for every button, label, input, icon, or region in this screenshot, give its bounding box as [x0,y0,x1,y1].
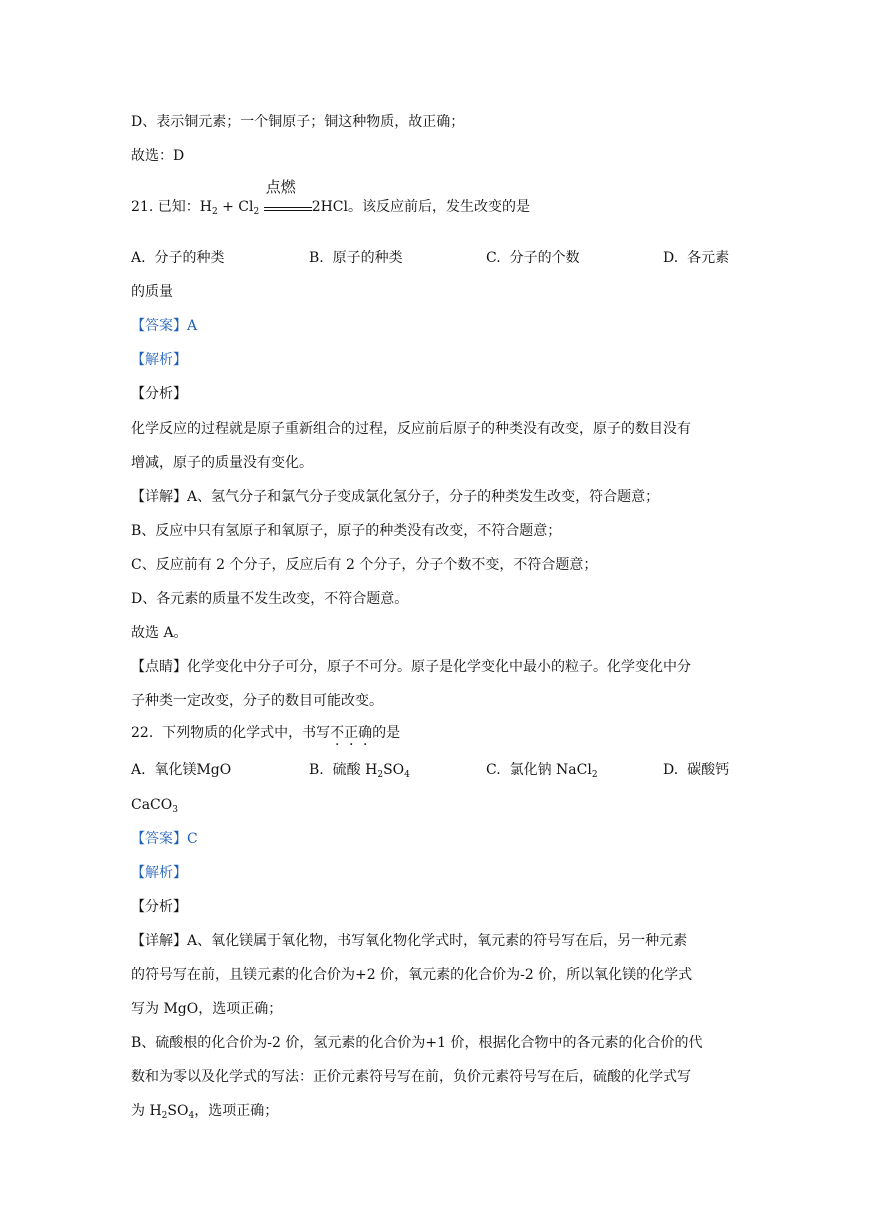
q21-detail-a: 【详解】A、氢气分子和氯气分子变成氯化氢分子，分子的种类发生改变，符合题意； [131,489,660,505]
q21-detail-c: C、反应前有 2 个分子，反应后有 2 个分子，分子个数不变，不符合题意； [131,557,598,573]
q21-detail-b: B、反应中只有氢原子和氧原子，原子的种类没有改变，不符合题意； [131,523,562,539]
option-letter: A. [131,762,146,778]
option-letter: B. [309,762,324,778]
q21-number: 21. [131,199,154,215]
emphasis-char: 确 [358,725,373,741]
q22-number: 22. [131,725,154,741]
q22-detail-a-line-2: 的符号写在前，且镁元素的化合价为+2 价，氧元素的化合价为-2 价，所以氧化镁的化学式 [131,967,693,983]
reaction-line-bottom [264,210,312,211]
q22-jiexi-heading: 【解析】 [131,865,187,881]
q22-option-a [131,760,231,780]
formula-subscript: 3 [172,805,178,815]
option-name: 碳酸钙 [687,762,730,778]
reaction-line-top [264,207,312,208]
q21-fenxi-heading: 【分析】 [131,386,187,402]
q21-option-a [131,248,224,268]
option-text: 分子的个数 [509,250,580,266]
line-tail: ，选项正确； [194,1103,279,1119]
formula-part: 为 H [131,1103,162,1119]
option-text: 各元素 [687,250,730,266]
q22-stem-pre: 下列物质的化学式中，书写 [162,725,331,741]
formula-part: H [365,762,378,778]
option-letter: C. [486,250,501,266]
option-text: 分子的种类 [154,250,225,266]
reaction-product: 2HCl [311,199,348,215]
q22-detail-a-line-1: 【详解】A、氧化镁属于氧化物，书写氧化物化学式时，氧元素的符号写在后，另一种元素 [131,933,688,949]
q21-jiexi-heading: 【解析】 [131,352,187,368]
q22-option-b [309,760,410,785]
emphasis-char: 不 [330,725,345,741]
q21-intro: 已知： [157,199,200,215]
option-letter: D. [663,762,679,778]
q21-remark-line-1: 【点睛】化学变化中分子可分，原子不可分。原子是化学变化中最小的粒子。化学变化中分 [131,659,691,675]
q21-detail-d: D、各元素的质量不发生改变，不符合题意。 [131,591,409,607]
q21-answer: 【答案】A [131,318,198,334]
formula-part: CaCO [131,797,173,813]
q21-option-d [663,248,729,268]
cl2-subscript: 2 [253,207,260,217]
q21-choose: 故选 A。 [131,625,188,641]
q22-detail-b-line-2: 数和为零以及化学式的写法：正价元素符号写在前，负价元素符号写在后，硫酸的化学式写 [131,1069,691,1085]
formula-part: SO [167,1103,189,1119]
option-letter: C. [486,762,501,778]
q21-stem [131,178,530,222]
option-letter: D. [663,250,679,266]
q22-detail-b-line-1: B、硫酸根的化合价为-2 价，氢元素的化合价为+1 价，根据化合物中的各元素的化合价的代 [131,1035,703,1051]
prev-choose-line: 故选：D [131,148,185,164]
h2-symbol: H [199,199,212,215]
q21-analysis-line-2: 增减，原子的质量没有变化。 [131,455,313,471]
option-name: 氯化钠 [509,762,552,778]
formula-part: NaCl [556,762,592,778]
option-text: 原子的种类 [332,250,403,266]
q21-option-c [486,248,580,268]
formula-subscript: 2 [377,770,384,780]
q22-detail-a-line-3: 写为 MgO，选项正确； [131,1001,283,1017]
h2-subscript: 2 [211,207,218,217]
q21-analysis-line-1: 化学反应的过程就是原子重新组合的过程，反应前后原子的种类没有改变，原子的数目没有 [131,421,691,437]
formula-subscript: 4 [404,770,410,780]
q22-stem [131,723,400,743]
q21-remark-line-2: 子种类一定改变，分子的数目可能改变。 [131,693,383,709]
cl2-symbol: + Cl [217,199,254,215]
option-formula: MgO [196,762,232,778]
q22-fenxi-heading: 【分析】 [131,899,187,915]
q21-option-d-cont: 的质量 [131,284,173,300]
formula-subscript: 4 [188,1111,195,1121]
q22-detail-b-line-3 [131,1101,278,1126]
option-letter: B. [309,250,324,266]
reaction-arrow [264,178,312,217]
q22-option-d [663,760,729,780]
q22-answer: 【答案】C [131,831,198,847]
formula-part: SO [383,762,405,778]
q22-option-c [486,760,598,785]
q21-stem-tail: 。该反应前后，发生改变的是 [348,199,530,215]
reaction-condition: 点燃 [265,178,296,196]
option-name: 氧化镁 [154,762,197,778]
option-letter: A. [131,250,146,266]
q22-stem-post: 的是 [372,725,401,741]
q21-option-b [309,248,403,268]
formula-subscript: 2 [591,770,598,780]
emphasis-char: 正 [344,725,359,741]
formula-subscript: 2 [161,1111,168,1121]
q22-option-d-cont [131,795,178,820]
prev-option-d-line: D、表示铜元素；一个铜原子；铜这种物质，故正确； [131,114,465,130]
option-name: 硫酸 [332,762,361,778]
